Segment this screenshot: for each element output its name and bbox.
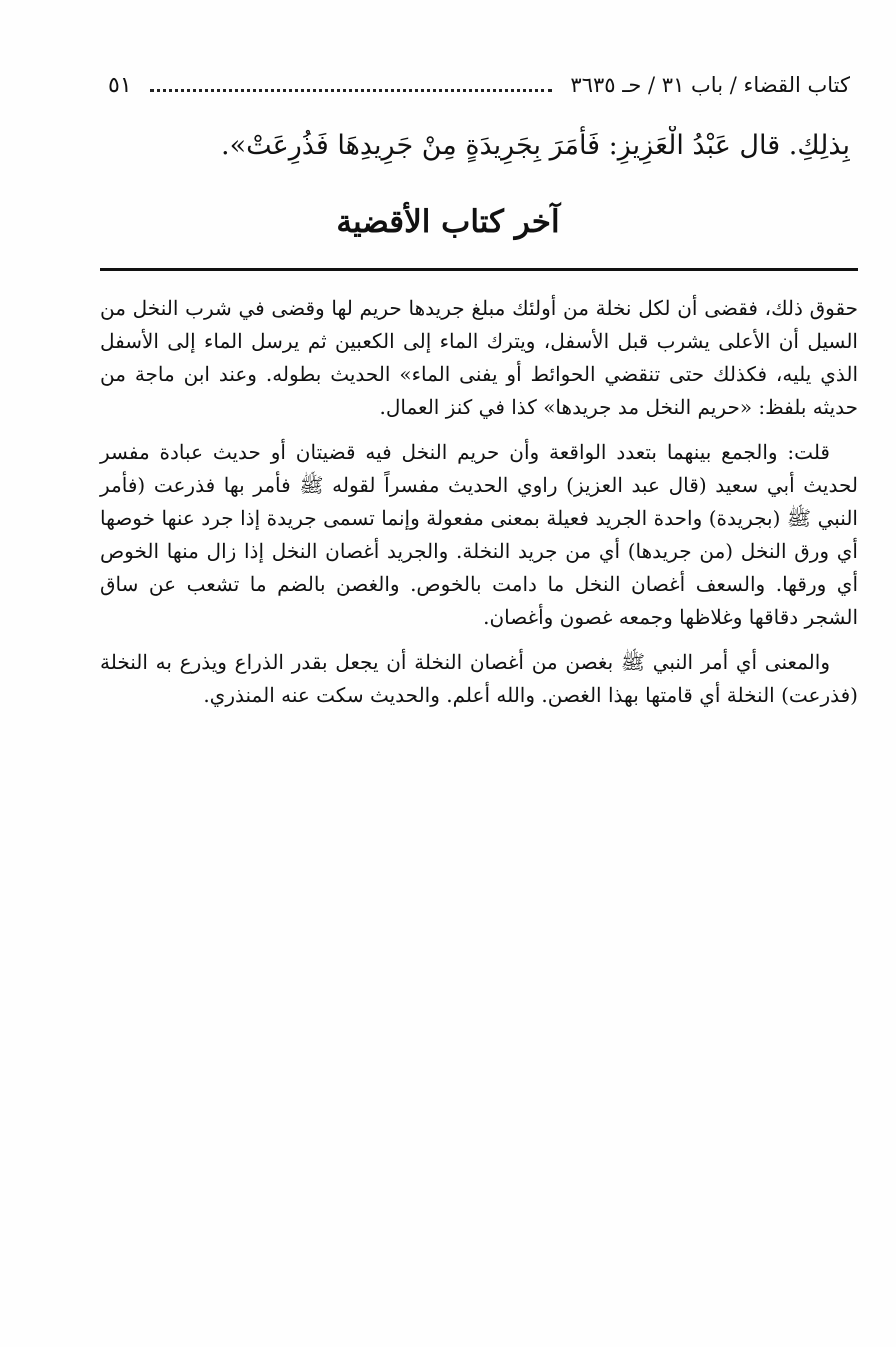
chapter-end-heading: آخر كتاب الأقضية [336,204,560,240]
page-header [108,68,850,102]
commentary-section [100,292,858,724]
page-number: ٥١ [108,72,132,98]
commentary-paragraph: والمعنى أي أمر النبي ﷺ بغصن من أغصان النخلة أن يجعل بقدر الذراع ويذرع به النخلة (فذرعت) النخلة أي قامتها بهذا الغصن. والله أعلم. والحديث سكت عنه المنذري. [100,650,858,707]
commentary-paragraph: قلت: والجمع بينهما بتعدد الواقعة وأن حريم النخل فيه قضيتان أو حديث عبادة مفسر لحديث أبي سعيد (قال عبد العزيز) راوي الحديث مفسراً لقوله ﷺ فأمر بها فذرعت (فأمر النبي ﷺ (بجريدة) واحدة الجريد فعيلة بمعنى مفعولة وإنما تسمى جريدة إذا جرد عنها خوصها أي ورق النخل (من جريدها) أي من جريد النخلة. والجريد أغصان النخل إذا زال منها الخوص أي ورقها. والسعف أغصان النخل ما دامت بالخوص. والغصن بالضم ما تشعب عن ساق الشجر دقاقها وغلاظها وجمعه غصون وأغصان. [100,440,859,629]
hadith-text-end: بِذلِكِ. قال عَبْدُ الْعَزِيزِ: فَأَمَرَ بِجَرِيدَةٍ مِنْ جَرِيدِهَا فَذُرِعَتْ». [220,130,850,161]
footnote-separator-rule [100,268,858,271]
commentary-paragraph: حقوق ذلك، فقضى أن لكل نخلة من أولئك مبلغ جريدها حريم لها وقضى في شرب النخل من السيل أن الأعلى يشرب قبل الأسفل، ويترك الماء إلى الكعبين ثم يرسل الماء إلى الأسفل الذي يليه، فكذلك حتى تنقضي الحوائط أو يفنى الماء» الحديث بطوله. وعند ابن ماجة من حديثه بلفظ: «حريم النخل مد جريدها» كذا في كنز العمال. [100,296,858,419]
running-title: كتاب القضاء / باب ٣١ / حـ ٣٦٣٥ [570,73,850,97]
leader-dots [150,79,553,92]
